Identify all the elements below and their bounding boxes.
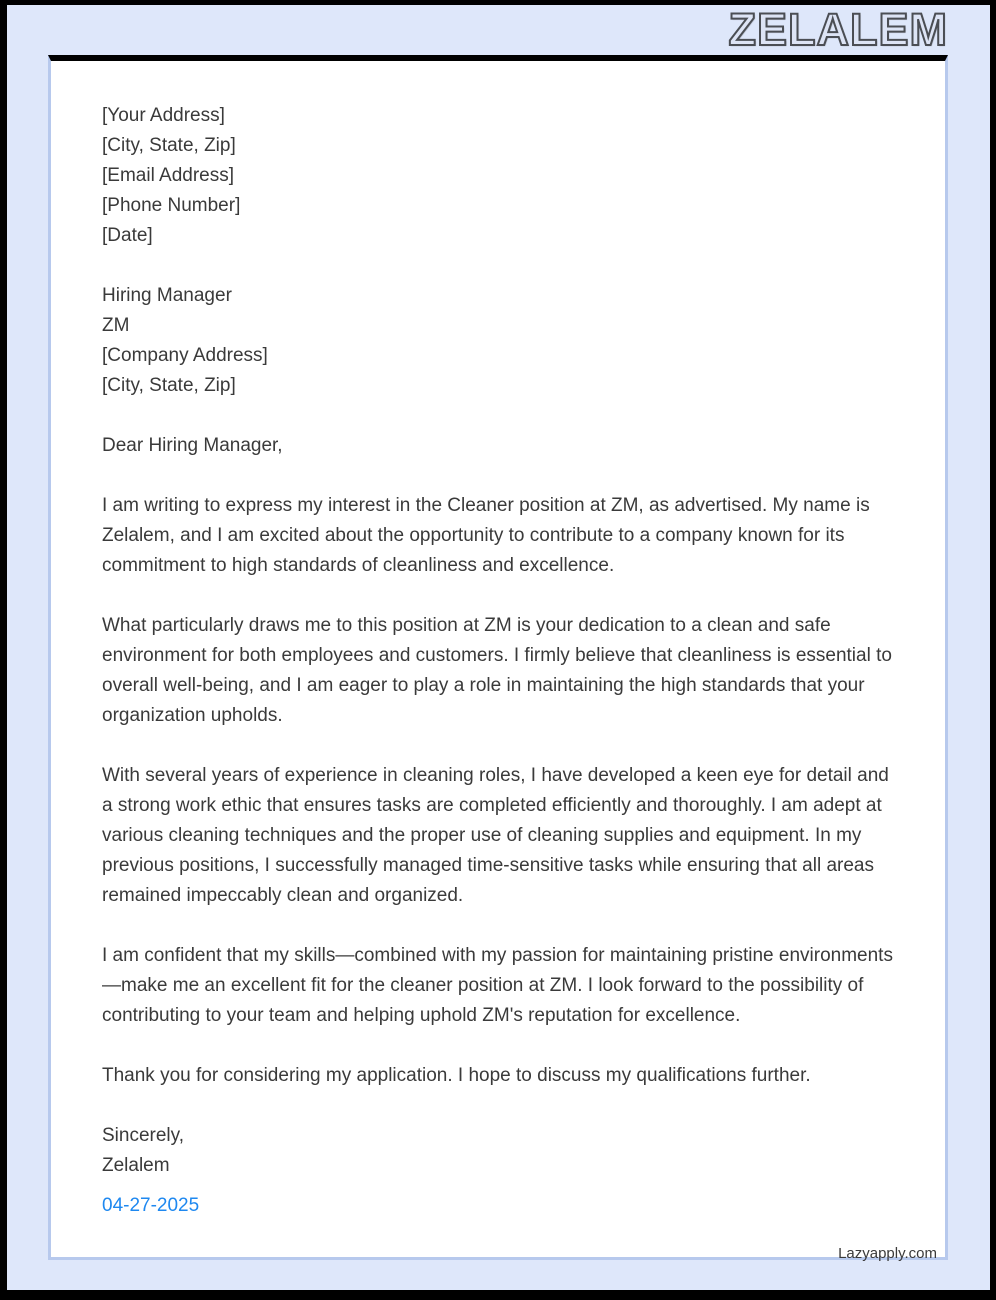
salutation: Dear Hiring Manager, (102, 435, 283, 456)
sender-line: [Phone Number] (102, 195, 241, 216)
letter-content (51, 61, 945, 1221)
body-paragraph: What particularly draws me to this position at ZM is your dedication to a clean and safe environment for both employees and customers. I firmly believe that cleanliness is essential to overall well-being, and I am eager to play a role in maintaining the high standards that your organization upholds. (102, 615, 892, 726)
signature-name: Zelalem (102, 1155, 170, 1176)
letter-document (48, 55, 948, 1260)
sender-line: [Email Address] (102, 165, 234, 186)
recipient-line: ZM (102, 315, 130, 336)
closing-line: Sincerely, (102, 1125, 185, 1146)
letter-date-link[interactable]: 04-27-2025 (102, 1195, 200, 1216)
body-paragraph: I am confident that my skills—combined with my passion for maintaining pristine environments—make me an excellent fit for the cleaner position at ZM. I look forward to the possibility of contributing to your team and helping uphold ZM's reputation for excellence. (102, 945, 893, 1026)
recipient-line: [Company Address] (102, 345, 268, 366)
brand-wordmark: ZELALEM (728, 4, 948, 55)
body-paragraph: With several years of experience in cleaning roles, I have developed a keen eye for detail and a strong work ethic that ensures tasks are completed efficiently and thoroughly. I am adept at various cleaning techniques and the proper use of cleaning supplies and equipment. In my previous positions, I successfully managed time-sensitive tasks while ensuring that all areas remained impeccably clean and organized. (102, 765, 889, 906)
lazyapply-watermark: Lazyapply.com (838, 1245, 937, 1262)
recipient-address-block (102, 281, 895, 401)
body-paragraph: I am writing to express my interest in the Cleaner position at ZM, as advertised. My name is Zelalem, and I am excited about the opportunity to contribute to a company known for its commitment to high standards of cleanliness and excellence. (102, 495, 870, 576)
sender-address-block (102, 101, 895, 251)
recipient-line: Hiring Manager (102, 285, 232, 306)
closing-thanks-paragraph: Thank you for considering my application. I hope to discuss my qualifications further. (102, 1065, 811, 1086)
sender-line: [Date] (102, 225, 153, 246)
recipient-line: [City, State, Zip] (102, 375, 236, 396)
sender-line: [Your Address] (102, 105, 225, 126)
sender-line: [City, State, Zip] (102, 135, 236, 156)
signature-block (102, 1121, 895, 1221)
